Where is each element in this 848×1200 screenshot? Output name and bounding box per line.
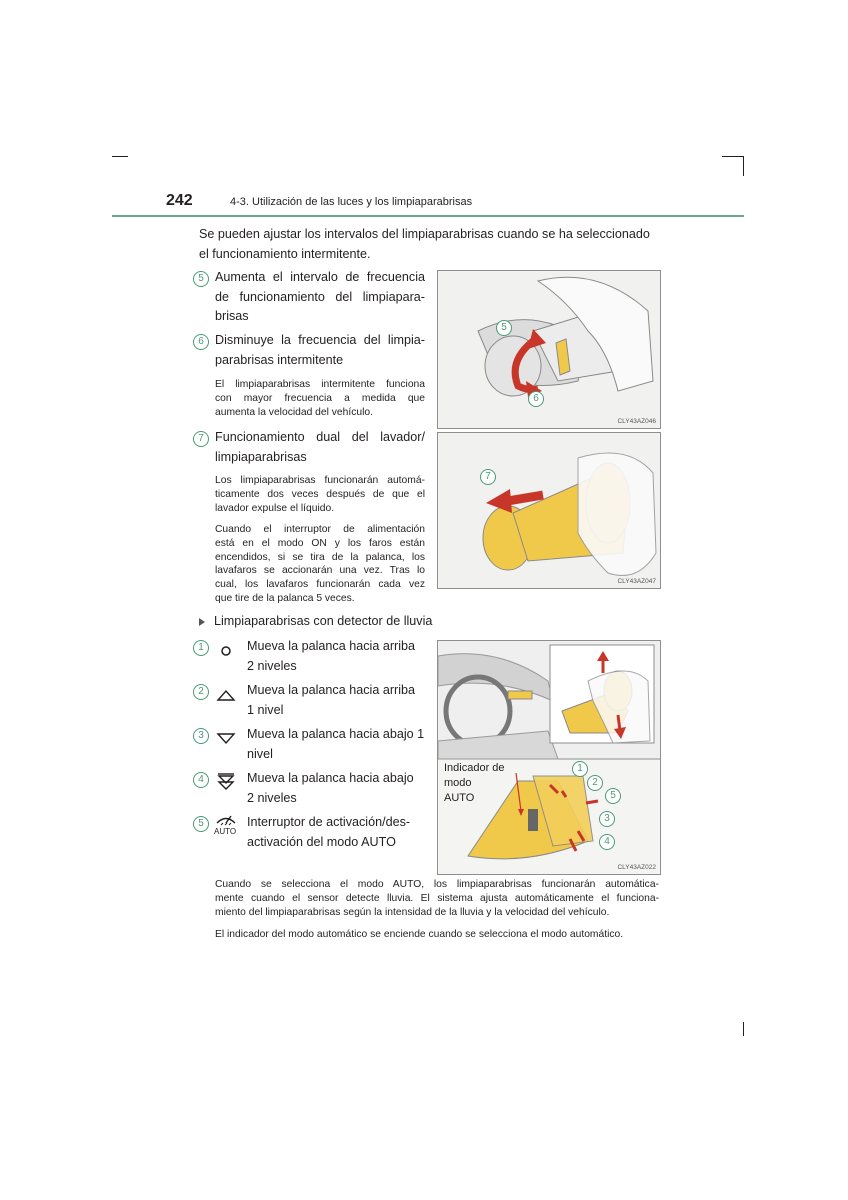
figure-label-4: 4 (599, 834, 615, 850)
bullet-triangle-icon (199, 618, 205, 626)
auto-indicator-description: El indicador del modo automático se enciende cuando se selecciona el modo automático. (215, 929, 624, 940)
indicator-label-line: AUTO (444, 792, 475, 804)
note-line: El limpiaparabrisas intermitente funciona (215, 379, 425, 390)
item-5b-line: Interruptor de activación/des- (247, 815, 411, 829)
figure-code: CLY43AZ022 (617, 864, 656, 871)
item-6-note (215, 378, 425, 419)
washer-illustration (438, 433, 660, 588)
crop-mark-bottom-right (743, 1022, 744, 1036)
triangle-up-symbol-icon (216, 688, 236, 702)
figure-label-5: 5 (496, 320, 512, 336)
note-line: aumenta la velocidad del vehículo. (215, 406, 373, 418)
note-line: con mayor frecuencia a medida que (215, 392, 425, 404)
indicator-label-line: Indicador de (444, 762, 505, 774)
rain-sensor-illustration (438, 641, 660, 874)
item-7-text (215, 428, 425, 467)
item-1-text (247, 637, 427, 676)
figure-label-5: 5 (605, 788, 621, 804)
item-7-note-2 (215, 523, 425, 606)
note-line: lavador expulse el líquido. (215, 502, 335, 514)
note-line: cual, los lavafaros funcionarán cada vez (215, 579, 425, 591)
crop-mark-top-right (722, 156, 744, 157)
item-5-line: de funcionamiento del limpiapara- (215, 289, 425, 304)
figure-label-6: 6 (528, 391, 544, 407)
paragraph-line: mente cuando el sensor detecte lluvia. El sistema ajusta automáticamente el funciona- (215, 892, 659, 904)
item-5-text (215, 268, 425, 327)
figure-rain-sensor (437, 640, 661, 875)
triangle-down-symbol-icon (216, 731, 236, 745)
item-7-line: Funcionamiento dual del lavador/ (215, 430, 425, 444)
note-line: ticamente dos veces después de que el (215, 488, 425, 500)
item-5b-text (247, 813, 427, 852)
item-6-line: Disminuye la frecuencia del limpia- (215, 333, 425, 347)
step-number-1: 1 (193, 640, 209, 656)
figure-label-3: 3 (599, 811, 615, 827)
figure-label-2: 2 (587, 775, 603, 791)
figure-code: CLY43AZ046 (617, 418, 656, 425)
item-4-line: 2 niveles (247, 790, 297, 805)
intro-paragraph: Se pueden ajustar los intervalos del limpiaparabrisas cuando se ha seleccionado el funcionamiento intermitente. (199, 227, 650, 261)
subheading-rain-sensor: Limpiaparabrisas con detector de lluvia (214, 614, 433, 628)
crop-mark-top-right-vertical (743, 156, 744, 176)
indicator-label-line: modo (444, 777, 472, 789)
header-rule (112, 215, 744, 217)
item-5-line: brisas (215, 309, 249, 323)
step-number-6: 6 (193, 334, 209, 350)
item-6-line: parabrisas intermitente (215, 352, 344, 367)
step-number-5: 5 (193, 271, 209, 287)
figure-label-1: 1 (572, 761, 588, 777)
double-triangle-down-symbol-icon (216, 772, 236, 792)
note-line: está en el modo ON y los faros están (215, 537, 425, 549)
paragraph-line: miento del limpiaparabrisas según la intensidad de la lluvia y la velocidad del vehículo. (215, 906, 610, 918)
auto-mode-description (215, 878, 659, 919)
step-number-4: 4 (193, 772, 209, 788)
note-line: que tire de la palanca 5 veces. (215, 592, 355, 604)
paragraph-line: Cuando se selecciona el modo AUTO, los limpiaparabrisas funcionarán automática- (215, 879, 659, 890)
item-5b-line: activación del modo AUTO (247, 834, 396, 849)
step-number-3: 3 (193, 728, 209, 744)
circle-symbol-icon (219, 644, 233, 658)
item-7-note (215, 474, 425, 515)
step-number-7: 7 (193, 431, 209, 447)
item-7-line: limpiaparabrisas (215, 449, 307, 464)
note-line: encendidos, si se tira de la palanca, los (215, 551, 425, 563)
item-3-text (247, 725, 427, 764)
item-6-text (215, 331, 425, 370)
step-number-5b: 5 (193, 816, 209, 832)
item-4-text (247, 769, 427, 808)
figure-label-7: 7 (480, 469, 496, 485)
figure-code: CLY43AZ047 (617, 578, 656, 585)
item-3-line: Mueva la palanca hacia abajo 1 (247, 727, 425, 741)
item-3-line: nivel (247, 746, 273, 761)
figure-wiper-interval (437, 270, 661, 429)
wiper-interval-illustration (438, 271, 660, 428)
note-line: lavafaros se accionarán una vez. Tras lo (215, 565, 425, 577)
item-2-text (247, 681, 427, 720)
note-line: Cuando el interruptor de alimentación (215, 524, 425, 535)
auto-symbol-text: AUTO (214, 827, 237, 836)
section-title: 4-3. Utilización de las luces y los limpiaparabrisas (230, 196, 473, 208)
item-2-line: 1 nivel (247, 702, 284, 717)
page-number: 242 (166, 192, 193, 209)
auto-indicator-label (444, 761, 505, 806)
step-number-2: 2 (193, 684, 209, 700)
auto-wiper-symbol-icon (214, 813, 242, 836)
crop-mark-top-left (112, 156, 128, 157)
item-2-line: Mueva la palanca hacia arriba (247, 683, 416, 697)
note-line: Los limpiaparabrisas funcionarán automá- (215, 475, 425, 486)
item-1-line: 2 niveles (247, 658, 297, 673)
figure-washer (437, 432, 661, 589)
item-5-line: Aumenta el intervalo de frecuencia (215, 270, 425, 284)
item-4-line: Mueva la palanca hacia abajo (247, 771, 414, 785)
item-1-line: Mueva la palanca hacia arriba (247, 639, 416, 653)
